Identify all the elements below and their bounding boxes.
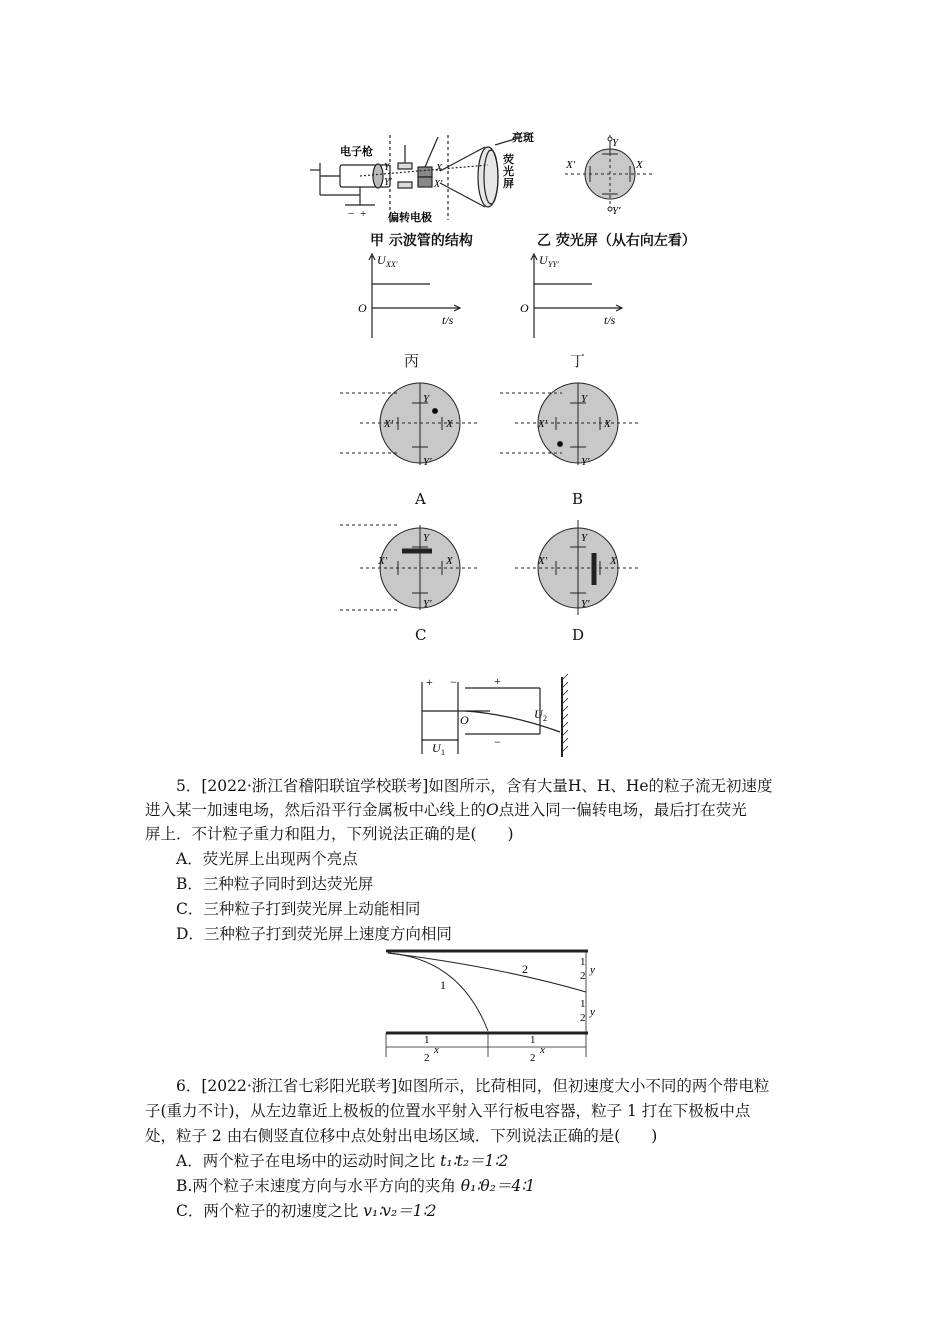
figure-capacitor-tracks [380,945,610,1065]
half-x-right-var: x [540,1044,545,1056]
f2-u2: U [534,707,543,721]
caption-yi: 乙 荧光屏（从右向左看） [537,233,696,249]
fig2-xp: X′ [566,159,576,171]
f2-origin: O [460,713,469,727]
f2-u1-sub: 1 [441,748,445,757]
fb-yp: Y′ [581,456,590,468]
fc-y: Y [423,532,430,544]
half-y-top-den: 2 [580,970,586,982]
option-figures [340,375,660,645]
q6-option-b-text: B.两个粒子末速度方向与水平方向的夹角 [176,1177,461,1195]
uxx-axis-sub: XX′ [386,260,398,269]
fig1-minus: − [348,208,355,220]
q6-stem-line3: 处，粒子 2 由右侧竖直位移中点处射出电场区域．下列说法正确的是( ) [145,1127,658,1145]
fa-yp: Y′ [423,456,432,468]
fig1-plus: + [360,208,367,220]
fig1-y-label: Y [384,162,390,173]
q6-option-c-text: C．两个粒子的初速度之比 [176,1202,364,1220]
half-x-left-den: 2 [424,1052,430,1064]
fd-xp: X′ [538,555,548,567]
graph-uxx [350,250,470,340]
option-fig-c-label: C [415,626,427,644]
q5-option-c[interactable]: C．三种粒子打到荧光屏上动能相同 [176,900,421,918]
fig1-x-label: X [436,163,443,174]
track-2-label: 2 [522,962,528,976]
fig1-yp-label: Y′ [384,177,392,188]
graph-uyy [512,250,632,340]
option-fig-b [500,383,640,465]
caption-jia: 甲 示波管的结构 [370,233,473,249]
f2-u1: U [432,741,441,755]
bright-spot-label: 亮斑 [512,132,534,144]
fc-xp: X′ [378,555,388,567]
q6-option-a[interactable] [176,1149,508,1173]
half-y-bot-var: y [590,1006,595,1018]
q5-stem-2b: 点进入同一偏转电场，最后打在荧光 [498,801,747,819]
uxx-origin: O [358,301,367,315]
half-x-left-var: x [434,1044,439,1056]
q6-stem-line2: 子(重力不计)，从左边靠近上极板的位置水平射入平行板电容器，粒子 1 打在下极板中点 [145,1102,751,1120]
figure-screen-right-view [560,130,660,218]
figure-accel-deflect [410,672,580,762]
f2-plus-1: + [426,675,433,689]
figure-oscilloscope-structure [300,125,560,225]
q5-stem-line2 [145,798,747,822]
uxx-t: t/s [442,313,454,327]
q5-stem-2a: 进入某一加速电场，然后沿平行金属板中心线上的 [145,801,487,819]
q5-option-d[interactable]: D．三种粒子打到荧光屏上速度方向相同 [176,925,452,943]
option-fig-a-label: A [415,490,426,508]
q5-stem-line1: 5．[2022·浙江省稽阳联谊学校联考]如图所示，含有大量H、H、He的粒子流无初速度 [176,777,773,795]
option-fig-a [340,383,480,465]
option-fig-c [340,525,480,610]
q5-option-b[interactable]: B．三种粒子同时到达荧光屏 [176,875,374,893]
option-fig-d [515,520,640,615]
half-y-top-var: y [590,964,595,976]
fd-x: X [610,555,617,567]
q6-option-b-value: θ₁∶θ₂＝4∶1 [460,1177,536,1195]
half-y-bot-den: 2 [580,1012,586,1024]
uyy-origin: O [520,301,529,315]
q6-option-a-value: t₁∶t₂＝1∶2 [440,1152,509,1170]
uyy-axis-sub: YY′ [548,260,559,269]
half-y-top-num: 1 [580,956,586,968]
screen-label-3: 屏 [503,178,514,190]
option-fig-d-label: D [572,626,585,644]
f2-minus-1: − [450,675,457,689]
fc-yp: Y′ [423,598,432,610]
plates-label: 偏转电极 [388,212,432,224]
q5-stem-2-o: O [486,801,499,819]
fig2-yp: Y′ [612,205,621,217]
q6-option-b[interactable] [176,1174,535,1198]
fa-y: Y [423,393,430,405]
q5-option-a[interactable]: A．荧光屏上出现两个亮点 [176,850,358,868]
f2-minus-2: − [494,735,501,749]
fd-yp: Y′ [581,598,590,610]
half-y-bot-num: 1 [580,998,586,1010]
screen-label-1: 荧 [503,154,514,166]
screen-label-2: 光 [503,166,514,178]
fig2-y: Y [612,137,619,149]
fb-y: Y [581,393,588,405]
fd-y: Y [581,532,588,544]
fb-xp: X′ [538,418,548,430]
fig1-xp-label: X′ [434,179,443,190]
fb-x: X [604,418,611,430]
caption-ding: 丁 [570,352,586,370]
f2-u2-sub: 2 [543,714,547,723]
option-fig-b-label: B [572,490,584,508]
fc-x: X [446,555,453,567]
q6-option-c-value: v₁∶v₂＝1∶2 [363,1202,437,1220]
half-x-left-num: 1 [424,1034,430,1046]
caption-bing: 丙 [404,352,420,370]
fa-xp: X′ [384,418,394,430]
uxx-axis: U [377,253,386,267]
track-1-label: 1 [440,978,446,992]
q6-option-c[interactable] [176,1199,437,1223]
half-x-right-den: 2 [530,1052,536,1064]
uyy-t: t/s [604,313,616,327]
fa-x: X [446,418,453,430]
q5-stem-line3: 屏上．不计粒子重力和阻力，下列说法正确的是( ) [145,825,514,843]
gun-label: 电子枪 [340,146,373,158]
q6-stem-line1: 6．[2022·浙江省七彩阳光联考]如图所示，比荷相同，但初速度大小不同的两个带电粒 [176,1077,770,1095]
uyy-axis: U [539,253,548,267]
q6-option-a-text: A．两个粒子在电场中的运动时间之比 [176,1152,441,1170]
fig2-x: X [636,159,643,171]
f2-plus-2: + [494,674,501,688]
half-x-right-num: 1 [530,1034,536,1046]
